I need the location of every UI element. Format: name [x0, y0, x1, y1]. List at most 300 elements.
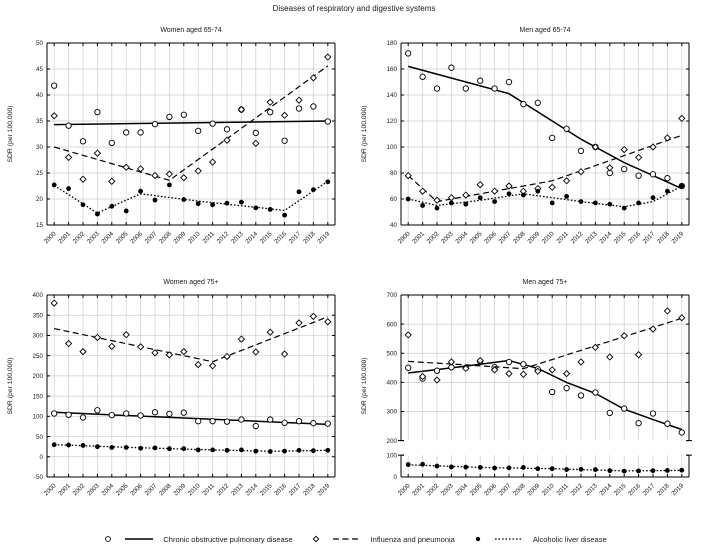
data-point — [521, 101, 526, 106]
y-tick-label: 40 — [389, 222, 397, 230]
x-tick-label: 2012 — [569, 230, 585, 246]
data-point — [477, 182, 483, 188]
data-point — [66, 123, 71, 128]
data-point — [535, 189, 540, 194]
x-tick-label: 2002 — [425, 482, 441, 498]
data-point — [420, 203, 425, 208]
data-point — [310, 75, 316, 81]
data-point — [167, 411, 172, 416]
legend-label: Alcoholic liver disease — [532, 534, 607, 544]
data-point — [535, 100, 540, 105]
data-point — [593, 467, 598, 472]
data-point — [313, 536, 318, 541]
data-point — [578, 169, 584, 175]
data-point — [138, 413, 143, 418]
x-tick-label: 2015 — [612, 230, 628, 246]
x-tick-label: 2014 — [244, 230, 260, 246]
data-point — [282, 420, 287, 425]
legend-marker-filled-circle-icon — [471, 534, 485, 544]
data-point — [297, 189, 302, 194]
data-point — [311, 448, 316, 453]
x-tick-label: 2000 — [42, 482, 58, 498]
data-point — [282, 112, 288, 118]
y-tick-label: 80 — [389, 170, 397, 178]
data-point — [210, 418, 215, 423]
x-tick-label: 2004 — [454, 482, 470, 498]
data-point — [622, 469, 627, 474]
x-tick-label: 2000 — [396, 230, 412, 246]
tick-labels — [386, 292, 685, 497]
x-tick-label: 2000 — [42, 230, 58, 246]
x-tick-label: 2007 — [497, 482, 513, 498]
x-tick-label: 2004 — [100, 230, 116, 246]
data-point — [138, 446, 143, 451]
legend-item — [471, 534, 607, 544]
series-0 — [52, 83, 331, 146]
x-tick-label: 2011 — [555, 230, 571, 245]
x-tick-label: 2018 — [655, 230, 671, 246]
data-point — [636, 352, 642, 358]
trend-line-solid — [408, 361, 682, 430]
data-point — [282, 138, 287, 143]
data-point — [267, 99, 273, 105]
trend-line-solid — [408, 66, 682, 188]
x-tick-label: 2001 — [411, 482, 427, 498]
y-tick-label: 140 — [386, 92, 397, 100]
series-1 — [51, 54, 331, 184]
y-tick-label: 200 — [386, 437, 397, 445]
data-point — [665, 189, 670, 194]
x-tick-label: 2009 — [526, 482, 542, 498]
data-point — [549, 184, 555, 190]
data-point — [109, 178, 115, 184]
x-tick-label: 2017 — [287, 230, 303, 246]
data-point — [636, 468, 641, 473]
data-point — [109, 204, 114, 209]
data-point — [507, 191, 512, 196]
data-point — [406, 197, 411, 202]
data-point — [607, 468, 612, 473]
x-tick-label: 2012 — [569, 482, 585, 498]
data-point — [66, 412, 71, 417]
x-tick-label: 2015 — [258, 230, 274, 246]
data-point — [665, 421, 670, 426]
x-tick-label: 2007 — [143, 482, 159, 498]
y-tick-label: 45 — [35, 66, 43, 74]
data-point — [81, 443, 86, 448]
x-tick-label: 2016 — [627, 482, 643, 498]
y-tick-label: 20 — [35, 196, 43, 204]
data-point — [621, 147, 627, 153]
gridlines — [401, 43, 689, 225]
chart-women-75plus — [0, 268, 354, 520]
data-point — [650, 172, 655, 177]
data-point — [564, 194, 569, 199]
data-point — [109, 140, 114, 145]
y-tick-label: -50 — [33, 474, 43, 482]
x-tick-label: 2013 — [583, 482, 599, 498]
x-tick-label: 2011 — [201, 230, 217, 245]
y-tick-label: 100 — [386, 452, 397, 460]
data-point — [492, 188, 498, 194]
panel-title: Women aged 65-74 — [160, 27, 222, 34]
y-axis-label: SDR (per 100,000) — [7, 357, 14, 415]
data-point — [109, 445, 114, 450]
data-point — [607, 410, 612, 415]
axes — [47, 43, 335, 225]
y-tick-label: 400 — [386, 379, 397, 387]
x-tick-label: 2015 — [258, 482, 274, 498]
data-point — [564, 467, 569, 472]
data-point — [679, 115, 685, 121]
data-point — [636, 420, 641, 425]
data-point — [52, 183, 57, 188]
x-tick-label: 2001 — [57, 482, 73, 498]
y-tick-label: 15 — [35, 222, 43, 230]
y-tick-label: 300 — [386, 408, 397, 416]
x-tick-label: 2003 — [439, 230, 455, 246]
x-tick-label: 2013 — [229, 230, 245, 246]
data-point — [650, 326, 656, 332]
data-point — [607, 202, 612, 207]
data-point — [123, 332, 129, 338]
gridlines — [47, 43, 335, 225]
markers-open-circle — [406, 51, 685, 189]
data-point — [181, 197, 186, 202]
data-point — [296, 418, 301, 423]
data-point — [152, 350, 158, 356]
x-tick-label: 2014 — [244, 482, 260, 498]
figure-title: Diseases of respiratory and digestive systems — [272, 4, 436, 13]
data-point — [406, 462, 411, 467]
data-point — [196, 418, 201, 423]
y-tick-label: 35 — [35, 118, 43, 126]
x-tick-label: 2002 — [425, 230, 441, 246]
markers-open-diamond — [51, 300, 331, 369]
data-point — [578, 359, 584, 365]
x-tick-label: 2015 — [612, 482, 628, 498]
y-tick-label: 50 — [35, 40, 43, 48]
data-point — [80, 349, 86, 355]
data-point — [66, 154, 72, 160]
series-1 — [405, 115, 685, 203]
data-point — [449, 465, 454, 470]
tick-labels — [386, 40, 685, 245]
markers-filled-circle — [406, 184, 684, 211]
x-tick-label: 2007 — [143, 230, 159, 246]
data-point — [239, 417, 244, 422]
series-0 — [406, 359, 685, 435]
series-1 — [51, 300, 331, 369]
data-point — [224, 127, 229, 132]
data-point — [196, 201, 201, 206]
data-point — [95, 109, 100, 114]
x-tick-label: 2004 — [454, 230, 470, 246]
data-point — [564, 126, 569, 131]
data-point — [564, 385, 569, 390]
x-tick-label: 2008 — [157, 482, 173, 498]
data-point — [109, 343, 115, 349]
x-tick-label: 2006 — [129, 482, 145, 498]
data-point — [579, 467, 584, 472]
x-tick-label: 2003 — [439, 482, 455, 498]
data-point — [94, 150, 100, 156]
data-point — [622, 166, 627, 171]
data-point — [253, 130, 258, 135]
x-tick-label: 2014 — [598, 230, 614, 246]
data-point — [310, 313, 316, 319]
x-tick-label: 2003 — [85, 482, 101, 498]
data-point — [124, 209, 129, 214]
x-tick-label: 2000 — [396, 482, 412, 498]
data-point — [311, 187, 316, 192]
x-tick-label: 2011 — [201, 482, 217, 497]
x-tick-label: 2012 — [215, 230, 231, 246]
x-tick-label: 2017 — [641, 482, 657, 498]
y-axis-label: SDR (per 100,000) — [361, 105, 368, 163]
y-tick-label: 25 — [35, 170, 43, 178]
trend-line-dashed — [408, 135, 682, 201]
data-point — [593, 390, 598, 395]
data-point — [434, 368, 439, 373]
y-tick-label: 40 — [35, 92, 43, 100]
y-tick-label: 600 — [386, 321, 397, 329]
data-point — [124, 445, 129, 450]
data-point — [478, 195, 483, 200]
chart-women-65-74 — [0, 16, 354, 268]
legend-line-dashed-icon — [332, 534, 362, 544]
x-tick-label: 2016 — [627, 230, 643, 246]
data-point — [463, 465, 468, 470]
x-tick-label: 2010 — [540, 482, 556, 498]
x-tick-label: 2005 — [114, 230, 130, 246]
data-point — [80, 139, 85, 144]
data-point — [268, 449, 273, 454]
data-point — [152, 121, 157, 126]
data-point — [181, 349, 187, 355]
data-point — [210, 363, 216, 369]
data-point — [166, 171, 172, 177]
data-point — [95, 212, 100, 217]
data-point — [492, 86, 497, 91]
tick-labels — [32, 292, 331, 497]
series-0 — [52, 408, 331, 429]
y-tick-label: 400 — [32, 292, 43, 300]
data-point — [109, 412, 114, 417]
x-tick-label: 2018 — [655, 482, 671, 498]
data-point — [106, 537, 111, 542]
data-point — [325, 421, 330, 426]
x-tick-label: 2001 — [411, 230, 427, 246]
data-point — [449, 201, 454, 206]
x-tick-label: 2008 — [157, 230, 173, 246]
x-tick-label: 2008 — [511, 482, 527, 498]
data-point — [239, 448, 244, 453]
data-point — [463, 86, 468, 91]
data-point — [95, 408, 100, 413]
data-point — [651, 195, 656, 200]
y-tick-label: 60 — [389, 196, 397, 204]
x-tick-label: 2016 — [273, 230, 289, 246]
x-tick-label: 2005 — [468, 230, 484, 246]
data-point — [51, 113, 57, 119]
data-point — [238, 336, 244, 342]
data-point — [225, 448, 230, 453]
data-point — [636, 201, 641, 206]
data-point — [181, 410, 186, 415]
data-point — [665, 176, 670, 181]
data-point — [564, 178, 570, 184]
series-2 — [406, 184, 684, 211]
data-point — [325, 319, 331, 325]
data-point — [66, 443, 71, 448]
data-point — [593, 201, 598, 206]
axes — [398, 295, 692, 477]
legend — [0, 534, 708, 544]
data-point — [138, 344, 144, 350]
y-tick-label: 160 — [386, 66, 397, 74]
y-tick-label: 180 — [386, 40, 397, 48]
data-point — [492, 466, 497, 471]
x-tick-label: 2005 — [468, 482, 484, 498]
x-tick-label: 2019 — [670, 230, 686, 246]
x-tick-label: 2014 — [598, 482, 614, 498]
data-point — [181, 175, 187, 181]
data-point — [138, 130, 143, 135]
data-point — [195, 362, 201, 368]
data-point — [52, 83, 57, 88]
x-tick-label: 2018 — [301, 230, 317, 246]
markers-filled-circle — [52, 179, 330, 217]
data-point — [311, 421, 316, 426]
data-point — [550, 389, 555, 394]
y-tick-label: 150 — [32, 393, 43, 401]
data-point — [434, 197, 440, 203]
data-point — [521, 362, 526, 367]
data-point — [507, 465, 512, 470]
data-point — [550, 135, 555, 140]
data-point — [622, 406, 627, 411]
data-point — [622, 206, 627, 211]
y-tick-label: 100 — [32, 413, 43, 421]
data-point — [449, 65, 454, 70]
data-point — [325, 179, 330, 184]
data-point — [296, 106, 301, 111]
data-point — [66, 186, 71, 191]
data-point — [679, 315, 685, 321]
x-tick-label: 2006 — [483, 230, 499, 246]
x-tick-label: 2017 — [641, 230, 657, 246]
x-tick-label: 2013 — [229, 482, 245, 498]
x-tick-label: 2004 — [100, 482, 116, 498]
data-point — [521, 465, 526, 470]
data-point — [296, 97, 302, 103]
data-point — [124, 411, 129, 416]
x-tick-label: 2011 — [555, 482, 571, 497]
data-point — [435, 206, 440, 211]
x-tick-label: 2009 — [526, 230, 542, 246]
x-tick-label: 2017 — [287, 482, 303, 498]
legend-item — [309, 534, 455, 544]
y-tick-label: 30 — [35, 144, 43, 152]
y-tick-label: 50 — [35, 433, 43, 441]
data-point — [253, 423, 258, 428]
legend-line-dotted-icon — [494, 534, 524, 544]
data-point — [224, 353, 230, 359]
data-point — [123, 164, 129, 170]
data-point — [267, 329, 273, 335]
data-point — [225, 201, 230, 206]
x-tick-label: 2013 — [583, 230, 599, 246]
data-point — [665, 468, 670, 473]
x-tick-label: 2003 — [85, 230, 101, 246]
axes — [401, 43, 689, 225]
y-tick-label: 700 — [386, 292, 397, 300]
data-point — [268, 109, 273, 114]
legend-marker-open-circle-icon — [101, 534, 115, 544]
x-tick-label: 2006 — [483, 482, 499, 498]
x-tick-label: 2019 — [670, 482, 686, 498]
panel-grid — [0, 16, 708, 520]
markers-filled-circle — [406, 462, 684, 474]
data-point — [679, 430, 684, 435]
data-point — [224, 419, 229, 424]
x-tick-label: 2002 — [71, 482, 87, 498]
data-point — [253, 449, 258, 454]
data-point — [550, 201, 555, 206]
data-point — [296, 320, 302, 326]
data-point — [181, 112, 186, 117]
data-point — [253, 349, 259, 355]
data-point — [253, 205, 258, 210]
legend-item — [101, 534, 292, 544]
data-point — [679, 184, 684, 189]
data-point — [282, 351, 288, 357]
data-point — [520, 371, 526, 377]
y-axis-label: SDR (per 100,000) — [361, 357, 368, 415]
y-tick-label: 100 — [386, 144, 397, 152]
data-point — [476, 537, 480, 541]
data-point — [210, 448, 215, 453]
panel-title: Men aged 75+ — [522, 279, 568, 286]
x-tick-label: 2002 — [71, 230, 87, 246]
series-2 — [406, 462, 684, 474]
data-point — [51, 300, 57, 306]
data-point — [578, 148, 583, 153]
data-point — [52, 442, 57, 447]
x-tick-label: 2010 — [540, 230, 556, 246]
x-tick-label: 2018 — [301, 482, 317, 498]
data-point — [239, 200, 244, 205]
data-point — [506, 359, 511, 364]
markers-filled-circle — [52, 442, 330, 454]
panel-title: Men aged 65-74 — [519, 27, 571, 34]
data-point — [325, 119, 330, 124]
legend-marker-open-diamond-icon — [309, 534, 323, 544]
chart-men-65-74 — [354, 16, 708, 268]
data-point — [420, 462, 425, 467]
data-point — [325, 54, 331, 60]
gridlines — [401, 295, 689, 477]
data-point — [650, 411, 655, 416]
x-tick-label: 2006 — [129, 230, 145, 246]
data-point — [420, 188, 426, 194]
data-point — [463, 192, 469, 198]
data-point — [138, 189, 143, 194]
series-0 — [406, 51, 685, 189]
data-point — [196, 448, 201, 453]
data-point — [81, 202, 86, 207]
